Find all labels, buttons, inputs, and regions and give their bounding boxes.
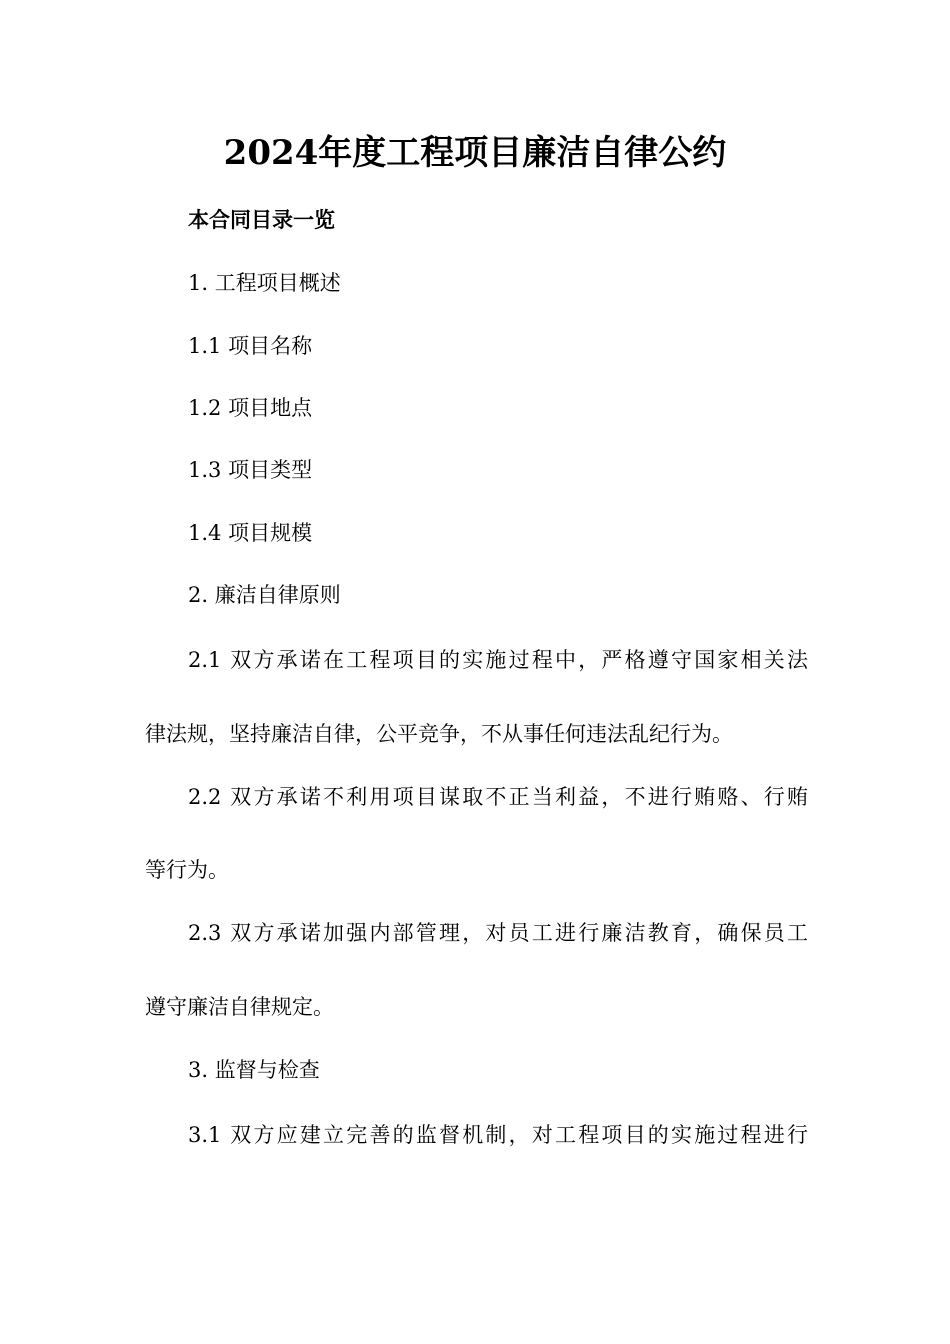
toc-item-1-2: 1.2 项目地点 <box>188 396 313 420</box>
toc-item-1: 1. 工程项目概述 <box>188 271 341 295</box>
clause-2-2-line-1: 2.2 双方承诺不利用项目谋取不正当利益，不进行贿赂、行贿 <box>188 785 808 809</box>
clause-2-3-line-2: 遵守廉洁自律规定。 <box>145 995 334 1019</box>
toc-item-3: 3. 监督与检查 <box>188 1058 320 1082</box>
toc-item-1-3: 1.3 项目类型 <box>188 458 313 482</box>
clause-2-2-line-2: 等行为。 <box>145 858 229 882</box>
toc-item-2: 2. 廉洁自律原则 <box>188 583 341 607</box>
clause-2-3-line-1: 2.3 双方承诺加强内部管理，对员工进行廉洁教育，确保员工 <box>188 921 808 945</box>
clause-2-1-line-1: 2.1 双方承诺在工程项目的实施过程中，严格遵守国家相关法 <box>188 648 808 672</box>
clause-3-1-line-1: 3.1 双方应建立完善的监督机制，对工程项目的实施过程进行 <box>188 1123 808 1147</box>
toc-item-1-4: 1.4 项目规模 <box>188 521 313 545</box>
toc-item-1-1: 1.1 项目名称 <box>188 334 313 358</box>
clause-2-1-line-2: 律法规，坚持廉洁自律，公平竞争，不从事任何违法乱纪行为。 <box>145 722 733 746</box>
document-title: 2024年度工程项目廉洁自律公约 <box>223 133 727 173</box>
toc-heading: 本合同目录一览 <box>188 207 335 232</box>
